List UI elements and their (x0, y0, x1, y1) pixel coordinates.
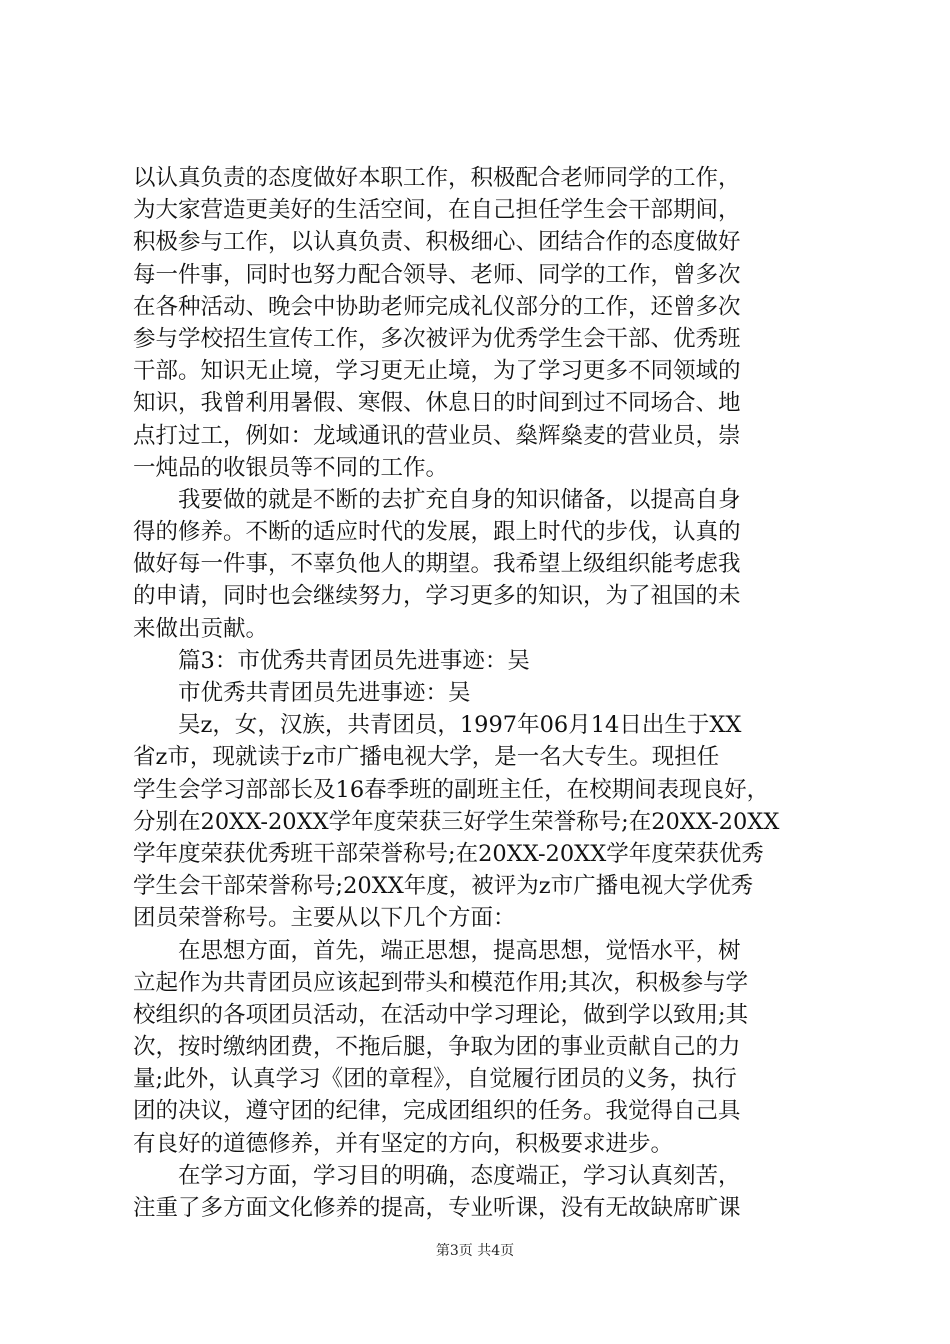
text-line: 学生会干部荣誉称号;20XX年度，被评为z市广播电视大学优秀 (133, 873, 754, 900)
text-line: 立起作为共青团员应该起到带头和模范作用;其次，积极参与学 (133, 969, 749, 996)
text-line: 的申请，同时也会继续努力，学习更多的知识，为了祖国的未 (133, 583, 741, 610)
text-line: 为大家营造更美好的生活空间，在自己担任学生会干部期间， (133, 197, 741, 224)
text-line: 知识，我曾利用暑假、寒假、休息日的时间到过不同场合、地 (133, 390, 741, 417)
text-line: 量;此外，认真学习《团的章程》，自觉履行团员的义务，执行 (133, 1066, 737, 1093)
text-line: 一炖品的收银员等不同的工作。 (133, 454, 449, 481)
text-line: 点打过工，例如：龙域通讯的营业员、燊辉燊麦的营业员，崇 (133, 422, 741, 449)
body-text (133, 162, 833, 1224)
text-line: 市优秀共青团员先进事迹：吴 (133, 680, 471, 706)
text-line: 做好每一件事，不辜负他人的期望。我希望上级组织能考虑我 (133, 551, 741, 578)
text-line: 省z市，现就读于z市广播电视大学，是一名大专生。现担任 (133, 744, 720, 771)
text-line: 团的决议，遵守团的纪律，完成团组织的任务。我觉得自己具 (133, 1098, 741, 1125)
text-line: 积极参与工作，以认真负责、积极细心、团结合作的态度做好 (133, 229, 741, 256)
text-line: 得的修养。不断的适应时代的发展，跟上时代的步伐，认真的 (133, 519, 741, 546)
text-line: 干部。知识无止境，学习更无止境，为了学习更多不同领域的 (133, 358, 741, 385)
page-footer: 第3页 共4页 (435, 1243, 515, 1259)
text-line: 有良好的道德修养，并有坚定的方向，积极要求进步。 (133, 1130, 674, 1157)
text-line: 每一件事，同时也努力配合领导、老师、同学的工作，曾多次 (133, 261, 741, 288)
text-line: 在学习方面，学习目的明确，态度端正，学习认真刻苦， (133, 1162, 741, 1189)
text-line: 在思想方面，首先，端正思想，提高思想，觉悟水平，树 (133, 937, 741, 964)
text-line: 吴z，女，汉族，共青团员，1997年06月14日出生于XX (133, 712, 742, 739)
text-line: 团员荣誉称号。主要从以下几个方面： (133, 905, 516, 932)
text-line: 篇3：市优秀共青团员先进事迹：吴 (133, 647, 530, 674)
text-line: 校组织的各项团员活动，在活动中学习理论，做到学以致用;其 (133, 1001, 749, 1028)
text-line: 学生会学习部部长及16春季班的副班主任，在校期间表现良好， (133, 776, 770, 803)
text-line: 来做出贡献。 (133, 615, 269, 642)
text-line: 注重了多方面文化修养的提高，专业听课，没有无故缺席旷课 (133, 1195, 741, 1221)
text-line: 分别在20XX-20XX学年度荣获三好学生荣誉称号;在20XX-20XX (133, 808, 780, 835)
text-line: 在各种活动、晚会中协助老师完成礼仪部分的工作，还曾多次 (133, 293, 741, 320)
text-line: 参与学校招生宣传工作，多次被评为优秀学生会干部、优秀班 (133, 325, 741, 352)
text-line: 次，按时缴纳团费，不拖后腿，争取为团的事业贡献自己的力 (133, 1034, 741, 1061)
text-line: 我要做的就是不断的去扩充自身的知识储备，以提高自身 (133, 486, 741, 513)
text-line: 以认真负责的态度做好本职工作，积极配合老师同学的工作， (133, 165, 741, 191)
text-line: 学年度荣获优秀班干部荣誉称号;在20XX-20XX学年度荣获优秀 (133, 840, 764, 867)
